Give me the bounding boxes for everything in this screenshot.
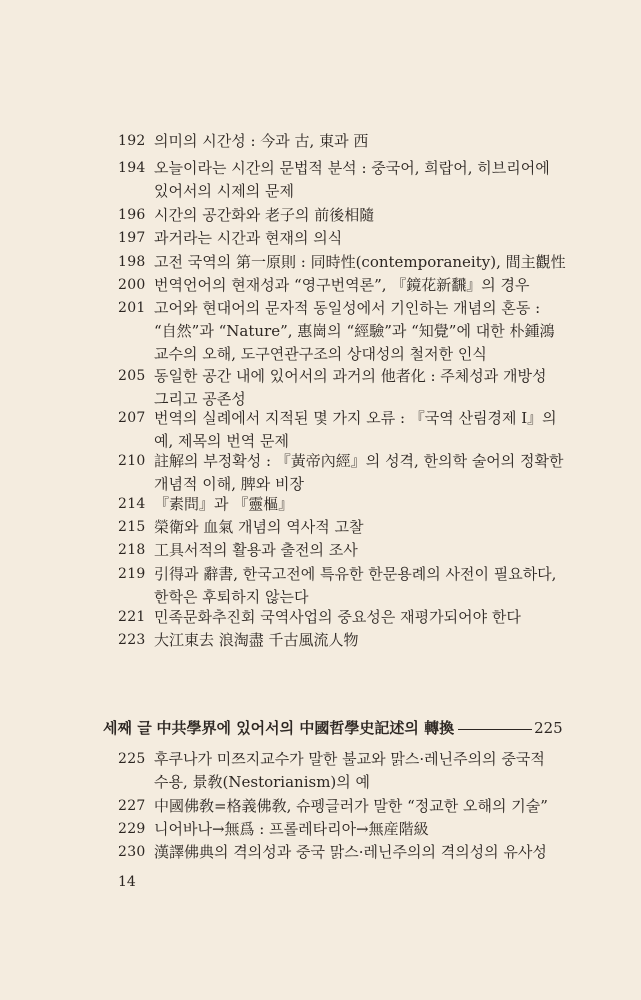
entry-page-number: 194: [118, 160, 146, 176]
entry-text-continuation: 한학은 후퇴하지 않는다: [154, 588, 309, 606]
entry-text: 고전 국역의 第一原則 : 同時性(contemporaneity), 間主觀性: [154, 253, 566, 271]
entry-page-number: 210: [118, 453, 146, 469]
entry-text-continuation: 있어서의 시제의 문제: [154, 182, 294, 200]
entry-text: 고어와 현대어의 문자적 동일성에서 기인하는 개념의 혼동 :: [154, 299, 541, 317]
entry-page-number: 230: [118, 844, 146, 860]
entry-text: 번역언어의 현재성과 “영구번역론”, 『鏡花新飜』의 경우: [154, 276, 530, 294]
entry-text-continuation: “自然”과 “Nature”, 惠崗의 “經驗”과 “知覺”에 대한 朴鍾鴻: [154, 322, 555, 340]
section-label: 세째 글: [103, 719, 152, 737]
entry-text: 니어바나→無爲 : 프롤레타리아→無産階級: [154, 820, 429, 838]
entry-text: 大江東去 浪淘盡 千古風流人物: [154, 631, 359, 649]
leader-rule: [458, 729, 532, 730]
toc-entry: [118, 563, 578, 609]
toc-entry: [118, 841, 578, 864]
entry-page-number: 205: [118, 368, 146, 384]
toc-entry: [118, 227, 578, 250]
toc-entry: [118, 365, 578, 411]
toc-entry: [118, 157, 578, 203]
entry-text: 引得과 辭書, 한국고전에 특유한 한문용례의 사전이 필요하다,: [154, 565, 557, 583]
entry-text: 工具서적의 활용과 출전의 조사: [154, 541, 358, 559]
entry-text: 中國佛敎=格義佛敎, 슈펭글러가 말한 “정교한 오해의 기술”: [154, 797, 548, 815]
entry-text: 의미의 시간성 : 今과 古, 東과 西: [154, 132, 369, 150]
entry-page-number: 214: [118, 496, 146, 512]
entry-text: 동일한 공간 내에 있어서의 과거의 他者化 : 주체성과 개방성: [154, 367, 547, 385]
section-title: 中共學界에 있어서의 中國哲學史記述의 轉換: [156, 719, 455, 737]
entry-text-continuation: 수용, 景敎(Nestorianism)의 예: [154, 773, 371, 791]
entry-page-number: 227: [118, 798, 146, 814]
entry-page-number: 219: [118, 566, 146, 582]
entry-text-continuation: 개념적 이해, 脾와 비장: [154, 475, 304, 493]
toc-entry: [118, 204, 578, 227]
toc-entry: [118, 606, 578, 629]
entry-page-number: 207: [118, 410, 146, 426]
toc-entry: [118, 297, 578, 366]
entry-page-number: 192: [118, 133, 146, 149]
toc-entry: [118, 493, 578, 516]
entry-text: 榮衛와 血氣 개념의 역사적 고찰: [154, 518, 364, 536]
entry-text: 오늘이라는 시간의 문법적 분석 : 중국어, 희랍어, 히브리어에: [154, 159, 550, 177]
section-page-number: 225: [534, 719, 563, 737]
toc-entry: [118, 450, 578, 496]
entry-page-number: 197: [118, 230, 146, 246]
entry-text: 후쿠나가 미쯔지교수가 말한 불교와 맑스·레닌주의의 중국적: [154, 750, 545, 768]
entry-text: 漢譯佛典의 격의성과 중국 맑스·레닌주의의 격의성의 유사성: [154, 843, 547, 861]
entry-text-continuation: 교수의 오해, 도구연관구조의 상대성의 철저한 인식: [154, 345, 487, 363]
entry-page-number: 201: [118, 300, 146, 316]
entry-text: 과거라는 시간과 현재의 의식: [154, 229, 343, 247]
page-number: 14: [118, 874, 136, 890]
entry-text-continuation: 예, 제목의 번역 문제: [154, 432, 289, 450]
entry-page-number: 218: [118, 542, 146, 558]
entry-text-continuation: 그리고 공존성: [154, 390, 246, 408]
entry-text: 번역의 실례에서 지적된 몇 가지 오류 : 『국역 산림경제 Ⅰ』의: [154, 409, 557, 427]
entry-page-number: 223: [118, 632, 146, 648]
toc-entry: [118, 251, 578, 274]
toc-entry: [118, 818, 578, 841]
entry-page-number: 225: [118, 751, 146, 767]
toc-entry: [118, 407, 578, 453]
entry-page-number: 229: [118, 821, 146, 837]
entry-page-number: 198: [118, 254, 146, 270]
entry-page-number: 215: [118, 519, 146, 535]
entry-text: 민족문화추진회 국역사업의 중요성은 재평가되어야 한다: [154, 608, 521, 626]
toc-entry: [118, 516, 578, 539]
entry-text: 註解의 부정확성 : 『黃帝內經』의 성격, 한의학 술어의 정확한: [154, 452, 564, 470]
toc-entry: [118, 748, 578, 794]
entry-text: 시간의 공간화와 老子의 前後相隨: [154, 206, 375, 224]
toc-entry: [118, 795, 578, 818]
entry-page-number: 196: [118, 207, 146, 223]
toc-entry: [118, 629, 578, 652]
section-heading: [103, 716, 583, 740]
toc-entry: [118, 539, 578, 562]
entry-text: 『素問』과 『靈樞』: [154, 495, 294, 513]
entry-page-number: 200: [118, 277, 146, 293]
entry-page-number: 221: [118, 609, 146, 625]
toc-entry: [118, 274, 578, 297]
toc-entry: [118, 130, 578, 153]
